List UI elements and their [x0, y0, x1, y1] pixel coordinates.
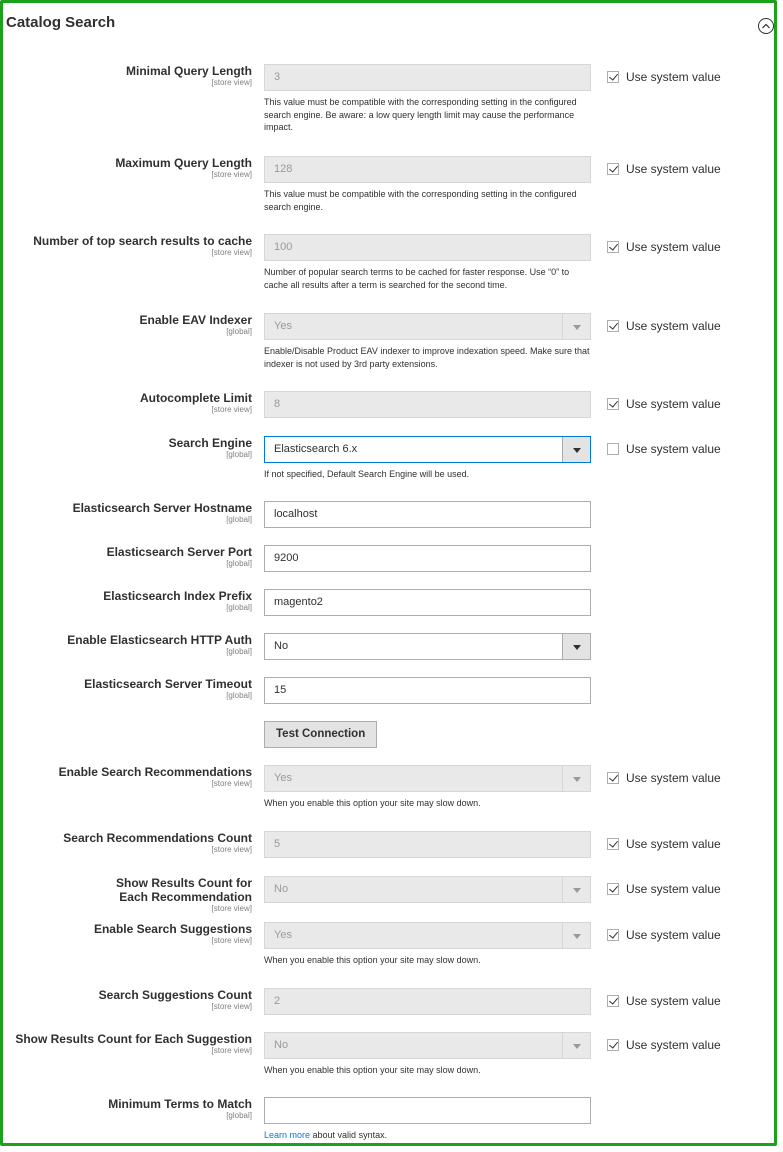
use-system-value-option[interactable] — [607, 994, 721, 1008]
text-input[interactable] — [264, 391, 591, 418]
dropdown-arrow-icon[interactable] — [562, 877, 590, 902]
field-value: 8 — [274, 398, 281, 410]
field-label-name: Elasticsearch Server Hostname — [72, 501, 252, 515]
field-scope: [global] — [226, 559, 252, 568]
use-system-value-label: Use system value — [626, 1038, 721, 1052]
field-label — [12, 876, 252, 913]
use-system-value-label: Use system value — [626, 319, 721, 333]
use-system-value-label: Use system value — [626, 240, 721, 254]
text-input[interactable] — [264, 501, 591, 528]
field-value: Yes — [274, 929, 292, 941]
field-note — [264, 266, 594, 291]
field-note — [264, 345, 594, 370]
field-scope: [global] — [226, 515, 252, 524]
field-scope: [global] — [226, 691, 252, 700]
use-system-value-checkbox[interactable] — [607, 1039, 619, 1051]
use-system-value-checkbox[interactable] — [607, 995, 619, 1007]
use-system-value-checkbox[interactable] — [607, 71, 619, 83]
select-field[interactable] — [264, 436, 591, 463]
field-label-name: Elasticsearch Server Port — [106, 545, 252, 559]
text-input[interactable] — [264, 1097, 591, 1124]
dropdown-arrow-icon[interactable] — [562, 634, 590, 659]
field-value: No — [274, 883, 289, 895]
text-input[interactable] — [264, 156, 591, 183]
field-label-name: Elasticsearch Server Timeout — [84, 677, 252, 691]
field-label — [12, 1097, 252, 1120]
field-label — [12, 436, 252, 459]
field-scope: [store view] — [211, 845, 252, 854]
field-label-name: Enable Elasticsearch HTTP Auth — [67, 633, 252, 647]
use-system-value-option[interactable] — [607, 928, 721, 942]
field-note — [264, 797, 594, 810]
use-system-value-label: Use system value — [626, 70, 721, 84]
field-note-text: Enable/Disable Product EAV indexer to improve indexation speed. Make sure that indexer is not used by 3rd party extensions. — [264, 346, 590, 369]
use-system-value-checkbox[interactable] — [607, 241, 619, 253]
field-label-name: Minimal Query Length — [125, 64, 252, 78]
field-value: Yes — [274, 772, 292, 784]
field-label-name: Search Engine — [168, 436, 252, 450]
field-scope: [store view] — [211, 936, 252, 945]
dropdown-arrow-icon[interactable] — [562, 1033, 590, 1058]
use-system-value-label: Use system value — [626, 882, 721, 896]
field-value: 2 — [274, 995, 281, 1007]
select-field[interactable] — [264, 876, 591, 903]
field-note-text: Number of popular search terms to be cached for faster response. Use “0” to cache all results after a term is searched for the second time. — [264, 267, 570, 290]
use-system-value-option[interactable] — [607, 837, 721, 851]
field-label — [12, 313, 252, 336]
use-system-value-label: Use system value — [626, 162, 721, 176]
test-connection-button[interactable]: Test Connection — [264, 721, 377, 748]
field-scope: [global] — [226, 1111, 252, 1120]
text-input[interactable] — [264, 234, 591, 261]
field-note — [264, 96, 594, 134]
field-value: 5 — [274, 838, 281, 850]
field-value: 15 — [274, 684, 287, 696]
field-value: 128 — [274, 163, 293, 175]
dropdown-arrow-icon[interactable] — [562, 437, 590, 462]
field-label — [12, 765, 252, 788]
use-system-value-label: Use system value — [626, 928, 721, 942]
field-note-text: If not specified, Default Search Engine will be used. — [264, 469, 470, 479]
use-system-value-option[interactable] — [607, 162, 721, 176]
field-note-text: When you enable this option your site may slow down. — [264, 798, 481, 808]
chevron-up-circle-icon[interactable] — [758, 18, 774, 34]
use-system-value-option[interactable] — [607, 882, 721, 896]
field-label-name: Minimum Terms to Match — [108, 1097, 252, 1111]
field-note-text: This value must be compatible with the corresponding setting in the configured search engine. Be aware: a low query length limit may cause the performance impact. — [264, 97, 577, 132]
use-system-value-option[interactable] — [607, 319, 721, 333]
field-label — [12, 64, 252, 87]
learn-more-link[interactable]: Learn more — [264, 1130, 311, 1140]
field-label — [12, 391, 252, 414]
field-value: localhost — [274, 508, 318, 520]
use-system-value-checkbox[interactable] — [607, 443, 619, 455]
field-label-name: Show Results Count for Each Suggestion — [15, 1032, 252, 1046]
use-system-value-checkbox[interactable] — [607, 772, 619, 784]
select-field[interactable] — [264, 765, 591, 792]
use-system-value-checkbox[interactable] — [607, 838, 619, 850]
field-value: 3 — [274, 71, 281, 83]
field-label — [12, 156, 252, 179]
field-label — [12, 988, 252, 1011]
section-title[interactable]: Catalog Search — [6, 14, 116, 31]
use-system-value-option[interactable] — [607, 771, 721, 785]
use-system-value-option[interactable] — [607, 240, 721, 254]
use-system-value-option[interactable] — [607, 1038, 721, 1052]
use-system-value-label: Use system value — [626, 837, 721, 851]
field-label — [12, 677, 252, 700]
use-system-value-checkbox[interactable] — [607, 883, 619, 895]
field-value: 9200 — [274, 552, 299, 564]
field-scope: [global] — [226, 603, 252, 612]
use-system-value-option[interactable] — [607, 442, 721, 456]
field-note — [264, 188, 594, 213]
select-field[interactable] — [264, 313, 591, 340]
field-label-name: Maximum Query Length — [115, 156, 252, 170]
field-value: No — [274, 1039, 289, 1051]
field-note-text: When you enable this option your site may slow down. — [264, 955, 481, 965]
field-label-name: Show Results Count for Each Recommendation — [116, 876, 252, 904]
field-label-name: Search Recommendations Count — [63, 831, 252, 845]
field-label — [12, 545, 252, 568]
select-field[interactable] — [264, 922, 591, 949]
field-value: 100 — [274, 241, 293, 253]
dropdown-arrow-icon[interactable] — [562, 766, 590, 791]
select-field[interactable] — [264, 633, 591, 660]
text-input[interactable] — [264, 831, 591, 858]
field-note — [264, 954, 594, 967]
field-scope: [global] — [226, 647, 252, 656]
use-system-value-checkbox[interactable] — [607, 929, 619, 941]
dropdown-arrow-icon[interactable] — [562, 314, 590, 339]
field-label-name: Enable EAV Indexer — [139, 313, 252, 327]
use-system-value-checkbox[interactable] — [607, 320, 619, 332]
field-label — [12, 234, 252, 257]
field-value: magento2 — [274, 596, 323, 608]
field-note — [264, 1129, 594, 1142]
field-label-name: Enable Search Recommendations — [58, 765, 252, 779]
field-value: Elasticsearch 6.x — [274, 443, 358, 455]
text-input[interactable] — [264, 545, 591, 572]
text-input[interactable] — [264, 64, 591, 91]
use-system-value-label: Use system value — [626, 442, 721, 456]
field-scope: [store view] — [211, 248, 252, 257]
field-label-name: Autocomplete Limit — [139, 391, 252, 405]
field-scope: [store view] — [211, 1002, 252, 1011]
field-label — [12, 633, 252, 656]
field-label-name: Elasticsearch Index Prefix — [103, 589, 252, 603]
field-label — [12, 589, 252, 612]
field-note — [264, 468, 594, 481]
field-label-name: Search Suggestions Count — [98, 988, 252, 1002]
field-label — [12, 1032, 252, 1055]
field-label — [12, 501, 252, 524]
field-scope: [store view] — [211, 779, 252, 788]
field-scope: [global] — [226, 450, 252, 459]
field-note — [264, 1064, 594, 1077]
use-system-value-checkbox[interactable] — [607, 163, 619, 175]
field-note-text: about valid syntax. — [310, 1130, 388, 1140]
field-value: No — [274, 640, 289, 652]
field-scope: [store view] — [211, 904, 252, 913]
field-label — [12, 831, 252, 854]
use-system-value-checkbox[interactable] — [607, 398, 619, 410]
field-scope: [global] — [226, 327, 252, 336]
field-scope: [store view] — [211, 78, 252, 87]
use-system-value-option[interactable] — [607, 70, 721, 84]
field-label-name: Number of top search results to cache — [33, 234, 252, 248]
field-label — [12, 922, 252, 945]
field-scope: [store view] — [211, 170, 252, 179]
text-input[interactable] — [264, 988, 591, 1015]
text-input[interactable] — [264, 677, 591, 704]
use-system-value-option[interactable] — [607, 397, 721, 411]
field-note-text: When you enable this option your site may slow down. — [264, 1065, 481, 1075]
field-label-name: Enable Search Suggestions — [93, 922, 252, 936]
dropdown-arrow-icon[interactable] — [562, 923, 590, 948]
select-field[interactable] — [264, 1032, 591, 1059]
field-note-text: This value must be compatible with the corresponding setting in the configured search engine. — [264, 189, 577, 212]
use-system-value-label: Use system value — [626, 397, 721, 411]
use-system-value-label: Use system value — [626, 994, 721, 1008]
field-scope: [store view] — [211, 1046, 252, 1055]
field-value: Yes — [274, 320, 292, 332]
use-system-value-label: Use system value — [626, 771, 721, 785]
text-input[interactable] — [264, 589, 591, 616]
field-scope: [store view] — [211, 405, 252, 414]
